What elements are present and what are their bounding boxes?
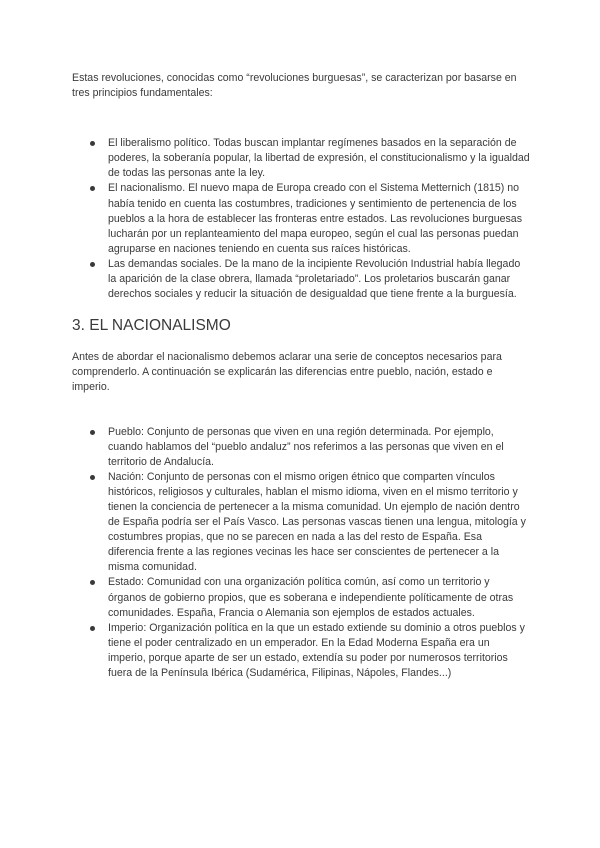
section-intro-paragraph: Antes de abordar el nacionalismo debemos aclarar una serie de conceptos necesarios para comprenderlo. A continuación se explicarán las diferencias entre pueblo, nación, estado e imperio. [72,351,502,394]
list-item-text: Pueblo: Conjunto de personas que viven en una región determinada. Por ejemplo, cuando hablamos del “pueblo andaluz” nos referimos a las personas que viven en el territorio de Andalucía. [108,425,504,468]
principles-list [72,136,530,302]
bullet-icon [90,475,95,480]
list-item [72,425,530,470]
bullet-icon [90,262,95,267]
list-item-text: Estado: Comunidad con una organización política común, así como un territorio y órganos de gobierno propios, que es soberana e independiente políticamente de otras comunidades. España, Francia o Alemania son ejemplos de estados actuales. [108,576,514,619]
bullet-icon [90,186,95,191]
list-item [72,257,530,302]
bullet-icon [90,626,95,631]
section-heading: 3. EL NACIONALISMO [72,317,231,335]
bullet-icon [90,580,95,585]
list-item-text: Nación: Conjunto de personas con el mismo origen étnico que comparten vínculos históricos, religiosos y culturales, hablan el mismo idioma, viven en el mismo territorio y tienen la conciencia de pertenecer a la misma comunidad. Un ejemplo de nación dentro de España podría ser el País Vasco. Las personas vascas tienen una lengua, mitología y costumbres propias, que no se parecen en nada a las del resto de España. Esa diferencia frente a las regiones vecinas les hace ser conscientes de pertenecer a la misma comunidad. [108,470,526,574]
list-item [72,621,530,681]
list-item [72,470,530,576]
list-item-text: El nacionalismo. El nuevo mapa de Europa creado con el Sistema Metternich (1815) no había tenido en cuenta las costumbres, tradiciones y sentimiento de pertenencia de los pueblos a la hora de establecer las fronteras entre estados. Las revoluciones burguesas lucharán por un replanteamiento del mapa europeo, según el cual las personas puedan agruparse en naciones teniendo en cuenta sus raíces históricas. [108,182,522,255]
list-item-text: Imperio: Organización política en la que un estado extiende su dominio a otros pueblos y tiene el poder centralizado en un emperador. En la Edad Moderna España era un imperio, porque aparte de ser un estado, extendía su poder por numerosos territorios fuera de la Península Ibérica (Sudamérica, Filipinas, Nápoles, Flandes...) [108,621,525,679]
intro-paragraph: Estas revoluciones, conocidas como “revoluciones burguesas”, se caracterizan por basarse en tres principios fundamentales: [72,72,517,100]
bullet-icon [90,141,95,146]
page-content [72,71,530,681]
list-item-text: El liberalismo político. Todas buscan implantar regímenes basados en la separación de poderes, la soberanía popular, la libertad de expresión, el constitucionalismo y la igualdad de todas las personas ante la ley. [108,137,530,180]
bullet-icon [90,430,95,435]
list-item [72,181,530,256]
list-item-text: Las demandas sociales. De la mano de la incipiente Revolución Industrial había llegado la aparición de la clase obrera, llamada “proletariado”. Los proletarios buscarán ganar derechos sociales y reducir la situación de desigualdad que tiene frente a la burguesía. [108,257,521,301]
definitions-list [72,425,530,682]
list-item [72,575,530,620]
list-item [72,136,530,181]
